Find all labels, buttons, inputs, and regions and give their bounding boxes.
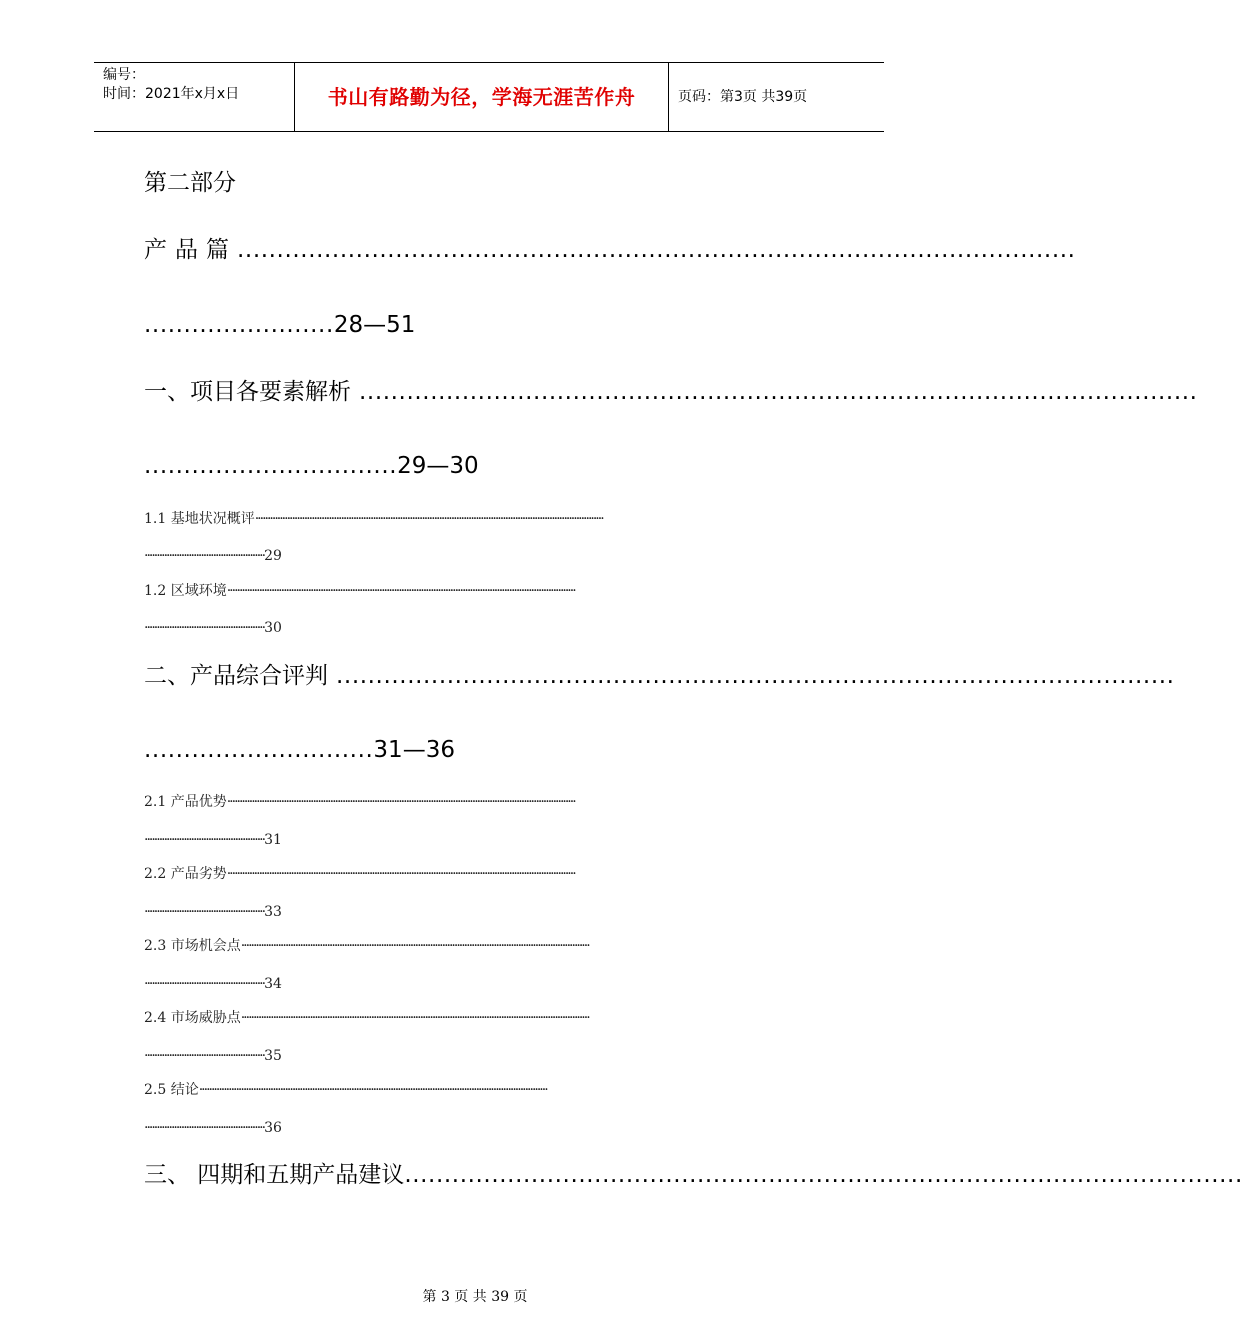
- toc-leader-dots: ·················································: [144, 976, 265, 992]
- toc-page-number: 31: [264, 832, 282, 848]
- toc-subentry-2-5-page[interactable]: [144, 1118, 830, 1138]
- document-number-label: 编号：: [103, 67, 145, 83]
- toc-page-number: 29: [264, 548, 282, 564]
- part-title: [144, 168, 830, 198]
- toc-subentry-label: 2.5 结论: [144, 1082, 199, 1098]
- toc-subentry-2-4[interactable]: [144, 1008, 830, 1028]
- toc-subentry-1-2-page[interactable]: [144, 618, 830, 638]
- toc-entry-section-2-page[interactable]: [144, 735, 830, 765]
- toc-leader-dots: ·················································: [144, 832, 265, 848]
- toc-entry-section-3[interactable]: [144, 1160, 1243, 1190]
- toc-subentry-2-2[interactable]: [144, 864, 830, 884]
- toc-page-number: 30: [264, 620, 282, 636]
- toc-entry-label: 三、 四期和五期产品建议: [144, 1162, 405, 1188]
- toc-entry-section-1[interactable]: [144, 377, 1198, 407]
- toc-subentry-label: 1.2 区域环境: [144, 583, 227, 599]
- toc-leader-dots: ··············································································································································: [226, 794, 575, 810]
- toc-subentry-2-2-page[interactable]: [144, 902, 830, 922]
- toc-subentry-2-3[interactable]: [144, 936, 830, 956]
- toc-page-number: 36: [264, 1120, 282, 1136]
- toc-entry-section-2[interactable]: [144, 661, 1175, 691]
- toc-subentry-label: 2.2 产品劣势: [144, 866, 227, 882]
- toc-subentry-2-3-page[interactable]: [144, 974, 830, 994]
- toc-leader-dots: ·················································: [144, 904, 265, 920]
- toc-subentry-label: 1.1 基地状况概评: [144, 511, 255, 527]
- toc-subentry-2-4-page[interactable]: [144, 1046, 830, 1066]
- toc-entry-product[interactable]: [144, 235, 1076, 265]
- toc-subentry-2-1[interactable]: [144, 792, 830, 812]
- toc-leader-dots: ··············································································································································: [198, 1082, 547, 1098]
- toc-leader-dots: ··············································································································································: [226, 583, 575, 599]
- toc-page-number: 34: [264, 976, 282, 992]
- toc-leader-dots: ··············································································································································: [240, 1010, 589, 1026]
- toc-leader-dots: ·················································: [144, 1120, 265, 1136]
- toc-leader-dots: .............................: [144, 737, 374, 763]
- header-motto: 书山有路勤为径，学海无涯苦作舟: [327, 85, 636, 109]
- toc-subentry-1-2[interactable]: [144, 581, 830, 601]
- toc-leader-dots: ..........................................................................................................: [359, 379, 1198, 405]
- toc-entry-label: 一、项目各要素解析: [144, 379, 351, 405]
- toc-leader-dots: ..........................................................................................................: [404, 1162, 1243, 1188]
- toc-subentry-label: 2.3 市场机会点: [144, 938, 241, 954]
- toc-leader-dots: ··············································································································································: [254, 511, 603, 527]
- toc-leader-dots: ·················································: [144, 548, 265, 564]
- toc-page-number: 33: [264, 904, 282, 920]
- toc-entry-product-page[interactable]: [144, 310, 830, 340]
- toc-subentry-1-1-page[interactable]: [144, 546, 830, 566]
- header-page-info: 页码：第3页 共39页: [678, 89, 808, 105]
- toc-leader-dots: ................................: [144, 453, 398, 479]
- document-time-label: 时间：2021年x月x日: [103, 86, 240, 102]
- toc-subentry-1-1[interactable]: [144, 509, 830, 529]
- toc-subentry-label: 2.4 市场威胁点: [144, 1010, 241, 1026]
- toc-leader-dots: ..........................................................................................................: [237, 237, 1076, 263]
- toc-page-number: 35: [264, 1048, 282, 1064]
- header-center-cell: [294, 63, 669, 131]
- toc-subentry-2-1-page[interactable]: [144, 830, 830, 850]
- header-left-cell: [94, 63, 294, 131]
- toc-leader-dots: ........................: [144, 312, 334, 338]
- toc-subentry-label: 2.1 产品优势: [144, 794, 227, 810]
- toc-subentry-2-5[interactable]: [144, 1080, 830, 1100]
- toc-leader-dots: ..........................................................................................................: [336, 663, 1175, 689]
- page-header: [94, 62, 884, 132]
- toc-leader-dots: ··············································································································································: [240, 938, 589, 954]
- toc-leader-dots: ·················································: [144, 1048, 265, 1064]
- toc-entry-label: 二、产品综合评判: [144, 663, 328, 689]
- part-title-text: 第二部分: [144, 170, 236, 196]
- toc-leader-dots: ·················································: [144, 620, 265, 636]
- toc-page-range: 29—30: [397, 453, 479, 479]
- page-footer: 第 3 页 共 39 页: [422, 1289, 528, 1305]
- toc-leader-dots: ··············································································································································: [226, 866, 575, 882]
- toc-page-range: 28—51: [333, 312, 416, 338]
- toc-entry-label: 产品篇: [144, 237, 237, 263]
- toc-entry-section-1-page[interactable]: [144, 451, 830, 481]
- toc-page-range: 31—36: [373, 737, 455, 763]
- header-right-cell: [668, 63, 884, 131]
